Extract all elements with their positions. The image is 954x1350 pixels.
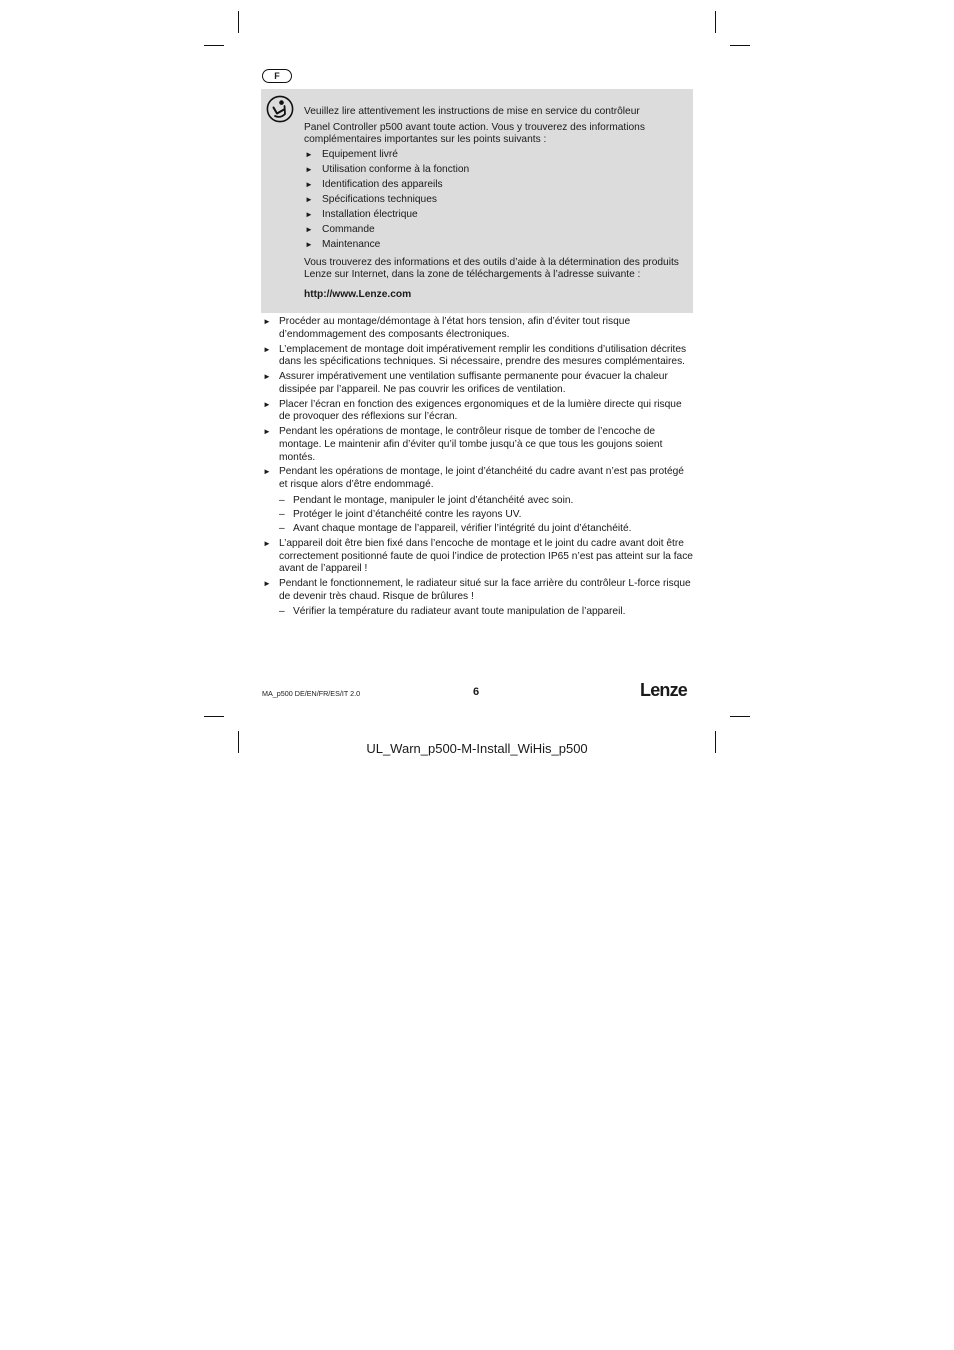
crop-mark bbox=[730, 45, 750, 46]
instruction-item bbox=[262, 399, 694, 424]
read-manual-icon bbox=[266, 95, 294, 123]
instruction-text: Placer l’écran en fonction des exigences ergonomiques et de la lumière directe qui risque de provoquer des réflexions sur l’écran. bbox=[279, 398, 682, 423]
crop-mark bbox=[730, 716, 750, 717]
sub-instruction-item: – Protéger le joint d’étanchéité contre les rayons UV. bbox=[279, 508, 694, 522]
info-box bbox=[261, 89, 693, 313]
instruction-text: Procéder au montage/démontage à l’état hors tension, afin d’éviter tout risque d’endommagement des composants électroniques. bbox=[279, 316, 631, 340]
instruction-text: Assurer impérativement une ventilation suffisante permanente pour évacuer la chaleur dissipée par l’appareil. Ne pas couvrir les orifices de ventilation. bbox=[279, 371, 668, 395]
info-paragraph: Panel Controller p500 avant toute action. Vous y trouverez des informations complémentaires importantes sur les points suivants : bbox=[304, 122, 645, 145]
lenze-website-link[interactable]: http://www.Lenze.com bbox=[304, 289, 412, 300]
crop-mark bbox=[238, 11, 239, 33]
topic-item: ► Equipement livré bbox=[304, 148, 688, 163]
instruction-item bbox=[262, 371, 694, 396]
topic-item: ► Commande bbox=[304, 223, 688, 238]
topic-item: ► Spécifications techniques bbox=[304, 193, 688, 208]
document-id: UL_Warn_p500-M-Install_WiHis_p500 bbox=[366, 741, 588, 756]
instruction-text: L’emplacement de montage doit impérativement remplir les conditions d’utilisation décrites dans les spécifications techniques. Si nécessaire, prendre des mesures complémentaires. bbox=[279, 343, 687, 368]
topic-item: ► Utilisation conforme à la fonction bbox=[304, 163, 688, 178]
sub-instruction-item: – Vérifier la température du radiateur avant toute manipulation de l’appareil. bbox=[279, 605, 694, 619]
topic-list bbox=[304, 148, 688, 253]
instruction-item bbox=[262, 344, 694, 369]
instruction-text: Pendant le fonctionnement, le radiateur situé sur la face arrière du contrôleur L-force risque de devenir très chaud. Risque de brûlures ! bbox=[279, 578, 691, 602]
sub-instruction-list bbox=[279, 605, 694, 619]
instruction-text: Pendant les opérations de montage, le contrôleur risque de tomber de l’encoche de montage. Le maintenir afin d’éviter qu’il tombe jusqu’à ce que tous les goujons soient montés. bbox=[279, 426, 663, 463]
instruction-list bbox=[262, 316, 694, 622]
language-badge: F bbox=[262, 69, 292, 83]
crop-mark bbox=[715, 731, 716, 753]
page-number: 6 bbox=[472, 686, 480, 698]
instruction-item bbox=[262, 466, 694, 535]
footer-doc-code: MA_p500 DE/EN/FR/ES/IT 2.0 bbox=[262, 689, 361, 698]
instruction-item bbox=[262, 578, 694, 619]
topic-item: ► Installation électrique bbox=[304, 208, 688, 223]
instruction-item bbox=[262, 538, 694, 576]
instruction-item bbox=[262, 426, 694, 464]
instruction-item bbox=[262, 316, 694, 341]
sub-instruction-item: – Pendant le montage, manipuler le joint d’étanchéité avec soin. bbox=[279, 494, 694, 508]
crop-mark bbox=[204, 716, 224, 717]
info-paragraph-download: Vous trouverez des informations et des outils d’aide à la détermination des produits Lenze sur Internet, dans la zone de téléchargements à l’adresse suivante : bbox=[304, 257, 679, 280]
crop-mark bbox=[238, 731, 239, 753]
sub-instruction-item: – Avant chaque montage de l’appareil, vérifier l’intégrité du joint d’étanchéité. bbox=[279, 522, 694, 536]
instruction-text: Pendant les opérations de montage, le joint d’étanchéité du cadre avant n’est pas protégé et risque alors d’être endommagé. bbox=[279, 466, 684, 491]
info-text bbox=[304, 106, 688, 301]
lenze-logo: Lenze bbox=[640, 680, 688, 700]
crop-mark bbox=[204, 45, 224, 46]
sub-instruction-list bbox=[279, 494, 694, 536]
instruction-text: L’appareil doit être bien fixé dans l’encoche de montage et le joint du cadre avant doit être correctement positionné faute de quoi l’indice de protection IP65 n’est pas atteint sur la face avant de l’appareil ! bbox=[279, 538, 693, 575]
info-paragraph-line1: Veuillez lire attentivement les instructions de mise en service du contrôleur bbox=[304, 106, 640, 117]
crop-mark bbox=[715, 11, 716, 33]
topic-item: ► Identification des appareils bbox=[304, 178, 688, 193]
topic-item: ► Maintenance bbox=[304, 238, 688, 253]
